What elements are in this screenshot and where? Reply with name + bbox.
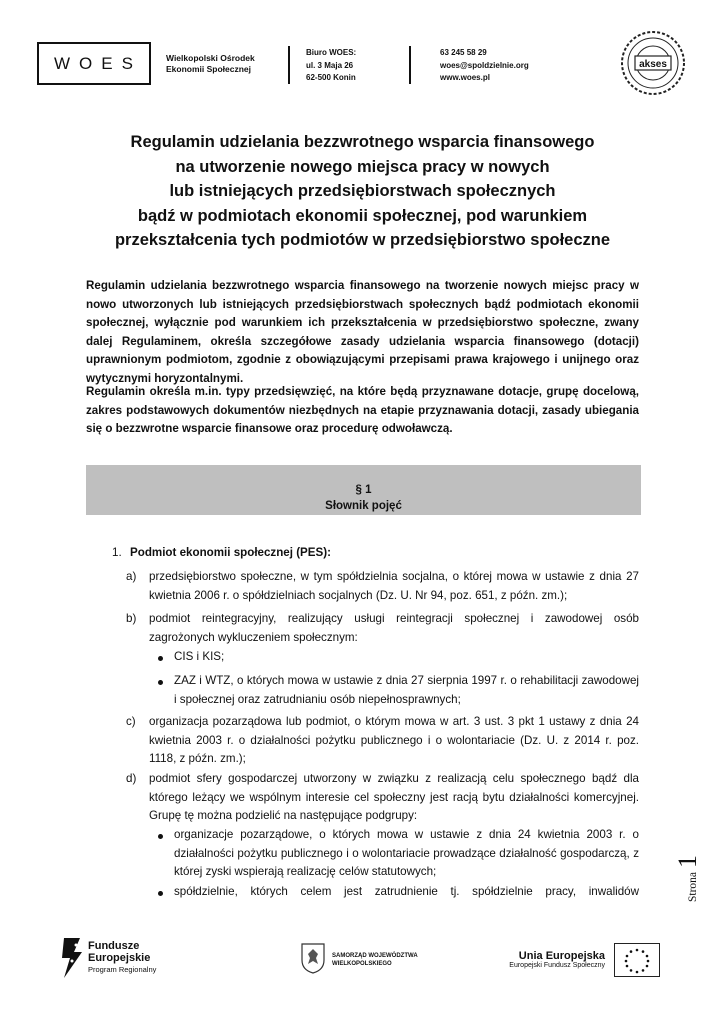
footer-logos — [0, 930, 725, 1000]
office-address — [306, 47, 356, 85]
fundusze-europejskie-text — [88, 940, 156, 976]
intro-paragraph-2 — [86, 383, 639, 439]
unia-europejska-text — [505, 950, 605, 969]
header-divider — [288, 46, 290, 84]
item-a-label: a) — [126, 570, 137, 583]
email: woes@spoldzielnie.org — [440, 60, 529, 70]
org-name — [166, 53, 255, 75]
title-line: bądź w podmiotach ekonomii społecznej, pod warunkiem — [137, 206, 588, 225]
bullet — [158, 680, 163, 685]
sw-line1: SAMORZĄD WOJEWÓDZTWA — [332, 953, 418, 959]
sw-line2: WIELKOPOLSKIEGO — [332, 961, 392, 967]
fe-line3: Program Regionalny — [88, 965, 157, 974]
item-b-bullet2: ZAZ i WTZ, o których mowa w ustawie z dnia 27 sierpnia 1997 r. o rehabilitacji zawodowej i społecznej oraz zatrudnianiu osób niepełnosprawnych; — [174, 674, 639, 706]
seal-label: akses — [639, 59, 667, 70]
item-b-bullet1: CIS i KIS; — [174, 650, 225, 663]
item-d-label: d) — [126, 772, 137, 785]
item-b-text: podmiot reintegracyjny, realizujący usługi reintegracji społecznej i zawodowej osób zagrożonych wykluczeniem społecznym: — [149, 612, 639, 644]
bullet — [158, 834, 163, 839]
list-number: 1. — [112, 546, 122, 559]
org-name-line1: Wielkopolski Ośrodek — [166, 53, 255, 63]
item-a-text: przedsiębiorstwo społeczne, w tym spółdzielnia socjalna, o której mowa w ustawie z dnia 27 kwietnia 2006 r. o spółdzielniach socjalnych (Dz. U. Nr 94, poz. 651, z późn. zm.); — [149, 570, 639, 602]
title-line: Regulamin udzielania bezzwrotnego wsparcia finansowego — [130, 133, 595, 151]
title-line: na utworzenie nowego miejsca pracy w nowych — [175, 157, 550, 176]
akses-seal-logo — [620, 30, 686, 96]
term-heading: Podmiot ekonomii społecznej (PES): — [130, 546, 331, 559]
title-line: lub istniejących przedsiębiorstwach społecznych — [169, 182, 556, 200]
website: www.woes.pl — [440, 73, 490, 82]
office-line1: Biuro WOES: — [306, 48, 357, 57]
office-line2: ul. 3 Maja 26 — [306, 60, 354, 70]
bullet — [158, 656, 163, 661]
bullet — [158, 891, 163, 896]
intro-p2-text: Regulamin określa m.in. typy przedsięwzięć, na które będą przyznawane dotacje, grupę docelową, zakres podstawowych dokumentów niezbędnych na etapie przyznawania dotacji, zasady ubiegania się o bezzwrotne wsparcie finansowe oraz procedurę odwoławczą. — [86, 385, 639, 435]
item-d-bullet2: spółdzielnie, których celem jest zatrudnienie tj. spółdzielnie pracy, inwalidów — [174, 885, 639, 898]
document-title — [80, 130, 645, 253]
item-d-bullet1: organizacje pozarządowe, o których mowa w ustawie z dnia 24 kwietnia 2003 r. o działalności pożytku publicznego i o wolontariacie prowadzące działalność gospodarczą, z której zyski wspierają realizację celów statutowych; — [174, 828, 639, 878]
section-header — [86, 465, 641, 515]
item-c-text: organizacja pozarządowa lub podmiot, o którym mowa w art. 3 ust. 3 pkt 1 ustawy z dnia 24 kwietnia 2003 r. o działalności pożytku publicznego i o wolontariacie (Dz. U. z 2014 r. poz. 1118, z późn. zm.); — [149, 715, 639, 765]
fe-line1: Fundusze — [88, 940, 140, 952]
phone: 63 245 58 29 — [440, 48, 487, 57]
page-number: 1 — [673, 854, 702, 868]
item-c-label: c) — [126, 715, 136, 728]
page-label: Strona — [687, 871, 699, 902]
page-number-marker — [645, 772, 705, 902]
intro-p1-text: Regulamin udzielania bezzwrotnego wsparcia finansowego na tworzenie nowych miejsc pracy w nowo utworzonych lub istniejących przedsiębiorstwach społecznych bądź podmiotach ekonomii społecznej, wyłącznie pod warunkiem ich przekształcenia w przedsiębiorstwo społeczne, zwany dalej Regulaminem, określa szczegółowe zasady udzielania wsparcia finansowego (dotacji) uprawnionym podmiotom, zgodnie z obowiązującymi przepisami prawa krajowego i unijnego oraz wytycznymi horyzontalnymi. — [86, 279, 639, 385]
letterhead — [0, 0, 725, 110]
woes-logo — [37, 42, 151, 85]
samorzad-text — [332, 952, 418, 968]
ue-subtitle: Europejski Fundusz Społeczny — [509, 962, 605, 969]
org-name-line2: Ekonomii Społecznej — [166, 64, 252, 74]
title-line: przekształcenia tych podmiotów w przedsiębiorstwo społeczne — [114, 231, 611, 249]
contact-info — [440, 47, 529, 85]
office-line3: 62-500 Konin — [306, 73, 356, 82]
intro-paragraph-1 — [86, 277, 639, 388]
header-divider — [409, 46, 411, 84]
eu-flag-icon — [614, 943, 660, 977]
section-title: Słownik pojęć — [325, 500, 402, 512]
wielkopolska-crest-icon — [300, 942, 326, 974]
fundusze-europejskie-logo — [60, 938, 84, 978]
section-number: § 1 — [355, 484, 372, 496]
item-d-text: podmiot sfery gospodarczej utworzony w związku z realizacją celu społecznego bądź dla którego leżący we wspólnym interesie cel społeczny jest racją bytu działalności komercyjnej. Grupę tę można podzielić na następujące podgrupy: — [149, 772, 639, 822]
ue-title: Unia Europejska — [518, 950, 605, 962]
fe-line2: Europejskie — [88, 952, 151, 964]
item-b-label: b) — [126, 612, 137, 625]
logo-text: WOES — [54, 53, 142, 73]
